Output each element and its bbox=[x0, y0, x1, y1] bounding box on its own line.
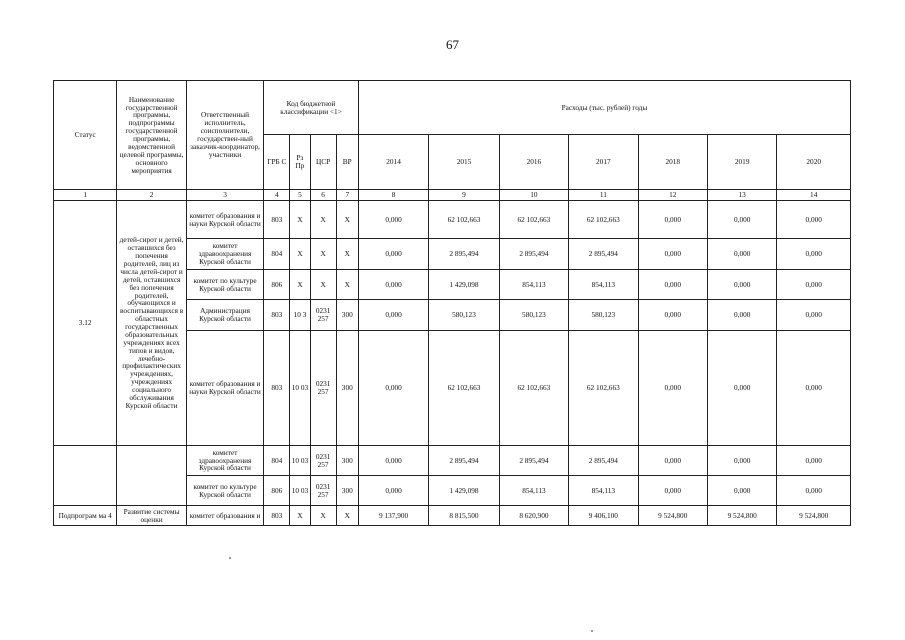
executor-cell: комитет по культуре Курской области bbox=[186, 270, 263, 300]
value-cell: 62 102,663 bbox=[569, 331, 638, 446]
vr-cell: 300 bbox=[336, 446, 358, 476]
executor-cell: комитет здравоохранения Курской области bbox=[186, 239, 263, 270]
header-year: 2014 bbox=[358, 135, 428, 190]
vr-cell: 300 bbox=[336, 300, 358, 331]
value-cell: 9 524,800 bbox=[638, 506, 707, 526]
value-cell: 0,000 bbox=[707, 201, 776, 239]
scan-speck bbox=[591, 630, 593, 632]
header-status: Статус bbox=[54, 81, 117, 190]
header-name: Наименование государственной программы, подпрограммы государственной программы, ведомственной целевой программы, основного мероприятия bbox=[117, 81, 186, 190]
header-csr: ЦСР bbox=[310, 135, 336, 190]
value-cell: 2 895,494 bbox=[569, 239, 638, 270]
csr-cell: X bbox=[310, 506, 336, 526]
value-cell: 0,000 bbox=[358, 331, 428, 446]
column-number: 10 bbox=[499, 190, 568, 201]
vr-cell: 300 bbox=[336, 476, 358, 506]
grbs-cell: 803 bbox=[264, 506, 290, 526]
value-cell: 62 102,663 bbox=[499, 331, 568, 446]
value-cell: 854,113 bbox=[569, 270, 638, 300]
value-cell: 0,000 bbox=[707, 331, 776, 446]
column-number: 11 bbox=[569, 190, 638, 201]
column-number: 14 bbox=[777, 190, 851, 201]
value-cell: 2 895,494 bbox=[569, 446, 638, 476]
value-cell: 9 406,100 bbox=[569, 506, 638, 526]
column-number: 8 bbox=[358, 190, 428, 201]
column-number: 12 bbox=[638, 190, 707, 201]
value-cell: 0,000 bbox=[358, 270, 428, 300]
rzpr-cell: 10 03 bbox=[290, 446, 310, 476]
status-cell: 3.12 bbox=[54, 201, 117, 446]
column-number: 4 bbox=[264, 190, 290, 201]
header-year: 2020 bbox=[777, 135, 851, 190]
value-cell: 0,000 bbox=[358, 300, 428, 331]
value-cell: 854,113 bbox=[499, 476, 568, 506]
header-year: 2017 bbox=[569, 135, 638, 190]
header-year: 2019 bbox=[707, 135, 776, 190]
rzpr-cell: X bbox=[290, 270, 310, 300]
header-vr: ВР bbox=[336, 135, 358, 190]
value-cell: 0,000 bbox=[777, 476, 851, 506]
scan-speck bbox=[229, 557, 231, 559]
column-number: 13 bbox=[707, 190, 776, 201]
executor-cell: Администрация Курской области bbox=[186, 300, 263, 331]
value-cell: 8 815,500 bbox=[429, 506, 499, 526]
page-number: 67 bbox=[446, 37, 459, 52]
header-executor: Ответственный исполнитель, соисполнители, государствен-ный заказчик-координатор, участники bbox=[186, 81, 263, 190]
rzpr-cell: 10 3 bbox=[290, 300, 310, 331]
value-cell: 0,000 bbox=[777, 446, 851, 476]
vr-cell: 300 bbox=[336, 331, 358, 446]
value-cell: 580,123 bbox=[499, 300, 568, 331]
value-cell: 0,000 bbox=[358, 201, 428, 239]
status-cell-empty bbox=[54, 446, 117, 506]
value-cell: 0,000 bbox=[638, 476, 707, 506]
program-name-cell: детей-сирот и детей, оставшихся без попечения родителей, лиц из числа детей-сирот и детей, оставшихся без попечения родителей, обучающихся и воспитывающихся в областных государственных образовательных учреждениях всех типов и видов, лечебно-профилактических учреждениях, учреждениях социального обслуживания Курской области bbox=[117, 201, 186, 446]
value-cell: 0,000 bbox=[358, 446, 428, 476]
value-cell: 1 429,098 bbox=[429, 270, 499, 300]
value-cell: 2 895,494 bbox=[499, 239, 568, 270]
value-cell: 0,000 bbox=[777, 300, 851, 331]
value-cell: 0,000 bbox=[638, 270, 707, 300]
value-cell: 854,113 bbox=[569, 476, 638, 506]
value-cell: 9 524,800 bbox=[707, 506, 776, 526]
grbs-cell: 803 bbox=[264, 331, 290, 446]
header-year: 2018 bbox=[638, 135, 707, 190]
vr-cell: X bbox=[336, 270, 358, 300]
column-number: 5 bbox=[290, 190, 310, 201]
grbs-cell: 804 bbox=[264, 239, 290, 270]
grbs-cell: 803 bbox=[264, 300, 290, 331]
grbs-cell: 803 bbox=[264, 201, 290, 239]
value-cell: 2 895,494 bbox=[499, 446, 568, 476]
header-grbs: ГРБ С bbox=[264, 135, 290, 190]
program-name-cell: Развитие системы оценки bbox=[117, 506, 186, 526]
table-row bbox=[54, 506, 851, 526]
value-cell: 0,000 bbox=[358, 239, 428, 270]
csr-cell: 0231 257 bbox=[310, 331, 336, 446]
rzpr-cell: X bbox=[290, 201, 310, 239]
csr-cell: X bbox=[310, 270, 336, 300]
rzpr-cell: X bbox=[290, 506, 310, 526]
rzpr-cell: 10 03 bbox=[290, 331, 310, 446]
vr-cell: X bbox=[336, 201, 358, 239]
value-cell: 580,123 bbox=[429, 300, 499, 331]
column-number: 6 bbox=[310, 190, 336, 201]
executor-cell: комитет образования и bbox=[186, 506, 263, 526]
value-cell: 9 524,800 bbox=[777, 506, 851, 526]
vr-cell: X bbox=[336, 506, 358, 526]
csr-cell: X bbox=[310, 201, 336, 239]
value-cell: 2 895,494 bbox=[429, 446, 499, 476]
value-cell: 0,000 bbox=[707, 270, 776, 300]
header-row-1 bbox=[54, 81, 851, 135]
value-cell: 580,123 bbox=[569, 300, 638, 331]
value-cell: 0,000 bbox=[707, 239, 776, 270]
status-cell: Подпрограм ма 4 bbox=[54, 506, 117, 526]
column-number: 9 bbox=[429, 190, 499, 201]
value-cell: 62 102,663 bbox=[499, 201, 568, 239]
value-cell: 0,000 bbox=[777, 239, 851, 270]
executor-cell: комитет здравоохранения Курской области bbox=[186, 446, 263, 476]
csr-cell: 0231 257 bbox=[310, 300, 336, 331]
csr-cell: X bbox=[310, 239, 336, 270]
value-cell: 62 102,663 bbox=[429, 201, 499, 239]
value-cell: 0,000 bbox=[707, 300, 776, 331]
value-cell: 62 102,663 bbox=[429, 331, 499, 446]
budget-table bbox=[53, 80, 851, 526]
column-number: 1 bbox=[54, 190, 117, 201]
value-cell: 8 620,900 bbox=[499, 506, 568, 526]
header-year: 2016 bbox=[499, 135, 568, 190]
header-year: 2015 bbox=[429, 135, 499, 190]
grbs-cell: 806 bbox=[264, 270, 290, 300]
executor-cell: комитет образования и науки Курской области bbox=[186, 331, 263, 446]
rzpr-cell: X bbox=[290, 239, 310, 270]
executor-cell: комитет по культуре Курской области bbox=[186, 476, 263, 506]
grbs-cell: 806 bbox=[264, 476, 290, 506]
rzpr-cell: 10 03 bbox=[290, 476, 310, 506]
value-cell: 9 137,900 bbox=[358, 506, 428, 526]
header-rzpr: Рз Пр bbox=[290, 135, 310, 190]
value-cell: 0,000 bbox=[707, 476, 776, 506]
value-cell: 0,000 bbox=[638, 331, 707, 446]
table-row bbox=[54, 201, 851, 239]
csr-cell: 0231 257 bbox=[310, 446, 336, 476]
value-cell: 62 102,663 bbox=[569, 201, 638, 239]
column-number: 7 bbox=[336, 190, 358, 201]
value-cell: 0,000 bbox=[777, 331, 851, 446]
column-number: 3 bbox=[186, 190, 263, 201]
value-cell: 0,000 bbox=[707, 446, 776, 476]
header-expenses: Расходы (тыс. рублей) годы bbox=[358, 81, 850, 135]
grbs-cell: 804 bbox=[264, 446, 290, 476]
value-cell: 0,000 bbox=[777, 270, 851, 300]
value-cell: 0,000 bbox=[358, 476, 428, 506]
column-number: 2 bbox=[117, 190, 186, 201]
executor-cell: комитет образования и науки Курской области bbox=[186, 201, 263, 239]
value-cell: 2 895,494 bbox=[429, 239, 499, 270]
value-cell: 0,000 bbox=[638, 239, 707, 270]
table-row bbox=[54, 446, 851, 476]
csr-cell: 0231 257 bbox=[310, 476, 336, 506]
value-cell: 0,000 bbox=[638, 300, 707, 331]
value-cell: 0,000 bbox=[638, 201, 707, 239]
value-cell: 854,113 bbox=[499, 270, 568, 300]
value-cell: 0,000 bbox=[777, 201, 851, 239]
vr-cell: X bbox=[336, 239, 358, 270]
value-cell: 0,000 bbox=[638, 446, 707, 476]
program-name-cell-empty bbox=[117, 446, 186, 506]
value-cell: 1 429,098 bbox=[429, 476, 499, 506]
header-budget-code: Код бюджетной классификации <1> bbox=[264, 81, 359, 135]
column-number-row bbox=[54, 190, 851, 201]
